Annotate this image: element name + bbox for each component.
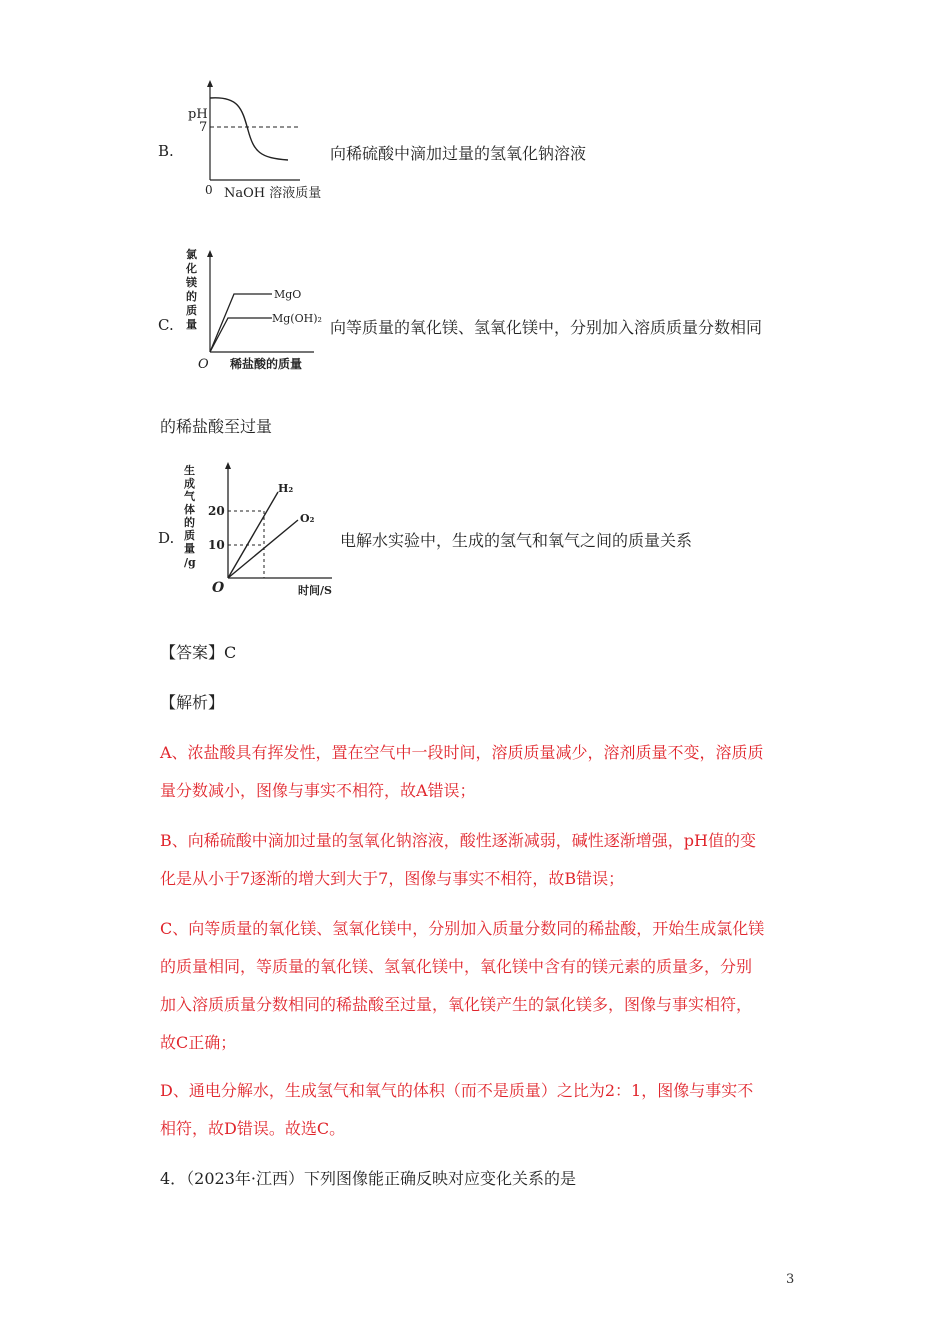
analysis-c-line3: 加入溶质质量分数相同的稀盐酸至过量，氧化镁产生的氯化镁多，图像与事实相符，: [160, 995, 753, 1014]
c-ylabel-char: 的: [186, 290, 197, 303]
d-ylabel-char: 质: [184, 529, 195, 542]
d-series-h2-line: [228, 492, 278, 578]
analysis-a-line1: A、浓盐酸具有挥发性，置在空气中一段时间，溶质质量减少，溶剂质量不变，溶质质: [160, 743, 764, 762]
d-ytick-20: 20: [208, 504, 225, 518]
c-y-arrow: [207, 250, 213, 257]
b-y-arrow: [207, 80, 213, 87]
option-c-letter: C.: [158, 316, 174, 334]
c-ylabel-char: 量: [186, 318, 197, 331]
c-origin: O: [198, 357, 209, 372]
b-ylabel: pH: [188, 107, 208, 122]
c-xlabel: 稀盐酸的质量: [230, 357, 303, 371]
analysis-a-line2: 量分数减小，图像与事实不相符，故A错误；: [160, 781, 476, 800]
d-ylabel-char: 成: [184, 477, 195, 490]
d-series-o2-label: O₂: [300, 512, 315, 525]
analysis-c-line1: C、向等质量的氧化镁、氢氧化镁中，分别加入质量分数同的稀盐酸，开始生成氯化镁: [160, 919, 765, 938]
analysis-c-line4: 故C正确；: [160, 1033, 237, 1052]
b-origin: 0: [205, 183, 213, 197]
d-ylabel-char: 的: [184, 516, 195, 529]
answer-line: [160, 640, 236, 663]
d-ylabel-char: 生: [184, 464, 195, 477]
answer-label: 【答案】: [160, 643, 225, 662]
option-c-text-line2: 的稀盐酸至过量: [160, 417, 273, 436]
analysis-label: 【解析】: [160, 693, 225, 712]
c-series-mgo-label: MgO: [274, 288, 302, 301]
analysis-b-line1: B、向稀硫酸中滴加过量的氢氧化钠溶液，酸性逐渐减弱，碱性逐渐增强，pH值的变: [160, 831, 756, 850]
c-ylabel-char: 化: [186, 262, 197, 275]
option-d-text: 电解水实验中，生成的氢气和氧气之间的质量关系: [340, 531, 693, 550]
d-series-o2-line: [228, 520, 298, 578]
analysis-d-line1: D、通电分解水，生成氢气和氧气的体积（而不是质量）之比为2：1，图像与事实不: [160, 1081, 754, 1100]
answer-value: C: [224, 643, 237, 662]
d-ytick-10: 10: [208, 538, 225, 552]
d-xlabel: 时间/S: [298, 584, 332, 597]
option-d-letter: D.: [158, 529, 175, 547]
b-ph-curve: [210, 98, 288, 160]
analysis-c-line2: 的质量相同，等质量的氧化镁、氢氧化镁中，氧化镁中含有的镁元素的质量多，分别: [160, 957, 753, 976]
b-ytick-7: 7: [199, 120, 208, 135]
c-ylabel-char: 镁: [186, 276, 197, 289]
option-b-letter: B.: [158, 142, 174, 160]
d-ylabel-char: 气: [184, 490, 195, 503]
c-series-mgo-line: [210, 294, 272, 352]
c-ylabel-char: 质: [186, 304, 197, 317]
d-ylabel-char: /g: [184, 556, 196, 569]
c-series-mgoh2-label: Mg(OH)₂: [272, 312, 322, 325]
d-y-arrow: [225, 462, 231, 469]
d-ylabel: [184, 463, 196, 569]
d-ylabel-char: 量: [184, 542, 195, 555]
d-ylabel-char: 体: [184, 503, 195, 516]
c-ylabel-char: 氯: [186, 248, 197, 261]
c-ylabel: [185, 248, 197, 331]
next-question: 4．（2023年·江西）下列图像能正确反映对应变化关系的是: [160, 1169, 576, 1188]
page-number: 3: [786, 1272, 795, 1287]
analysis-b-line2: 化是从小于7逐渐的增大到大于7，图像与事实不相符，故B错误；: [160, 869, 625, 888]
analysis-d-line2: 相符，故D错误。故选C。: [160, 1119, 346, 1138]
option-c-text-line1: 向等质量的氧化镁、氢氧化镁中，分别加入溶质质量分数相同: [330, 318, 763, 337]
d-origin: O: [212, 580, 225, 596]
option-c-mgcl2-figure: [184, 248, 332, 372]
b-xlabel: NaOH 溶液质量: [224, 186, 322, 201]
c-series-mgoh2-line: [210, 318, 272, 352]
option-b-text: 向稀硫酸中滴加过量的氢氧化钠溶液: [330, 144, 587, 163]
option-b-ph-figure: [180, 78, 330, 206]
d-series-h2-label: H₂: [278, 482, 294, 495]
option-d-electrolysis-figure: [182, 462, 340, 600]
